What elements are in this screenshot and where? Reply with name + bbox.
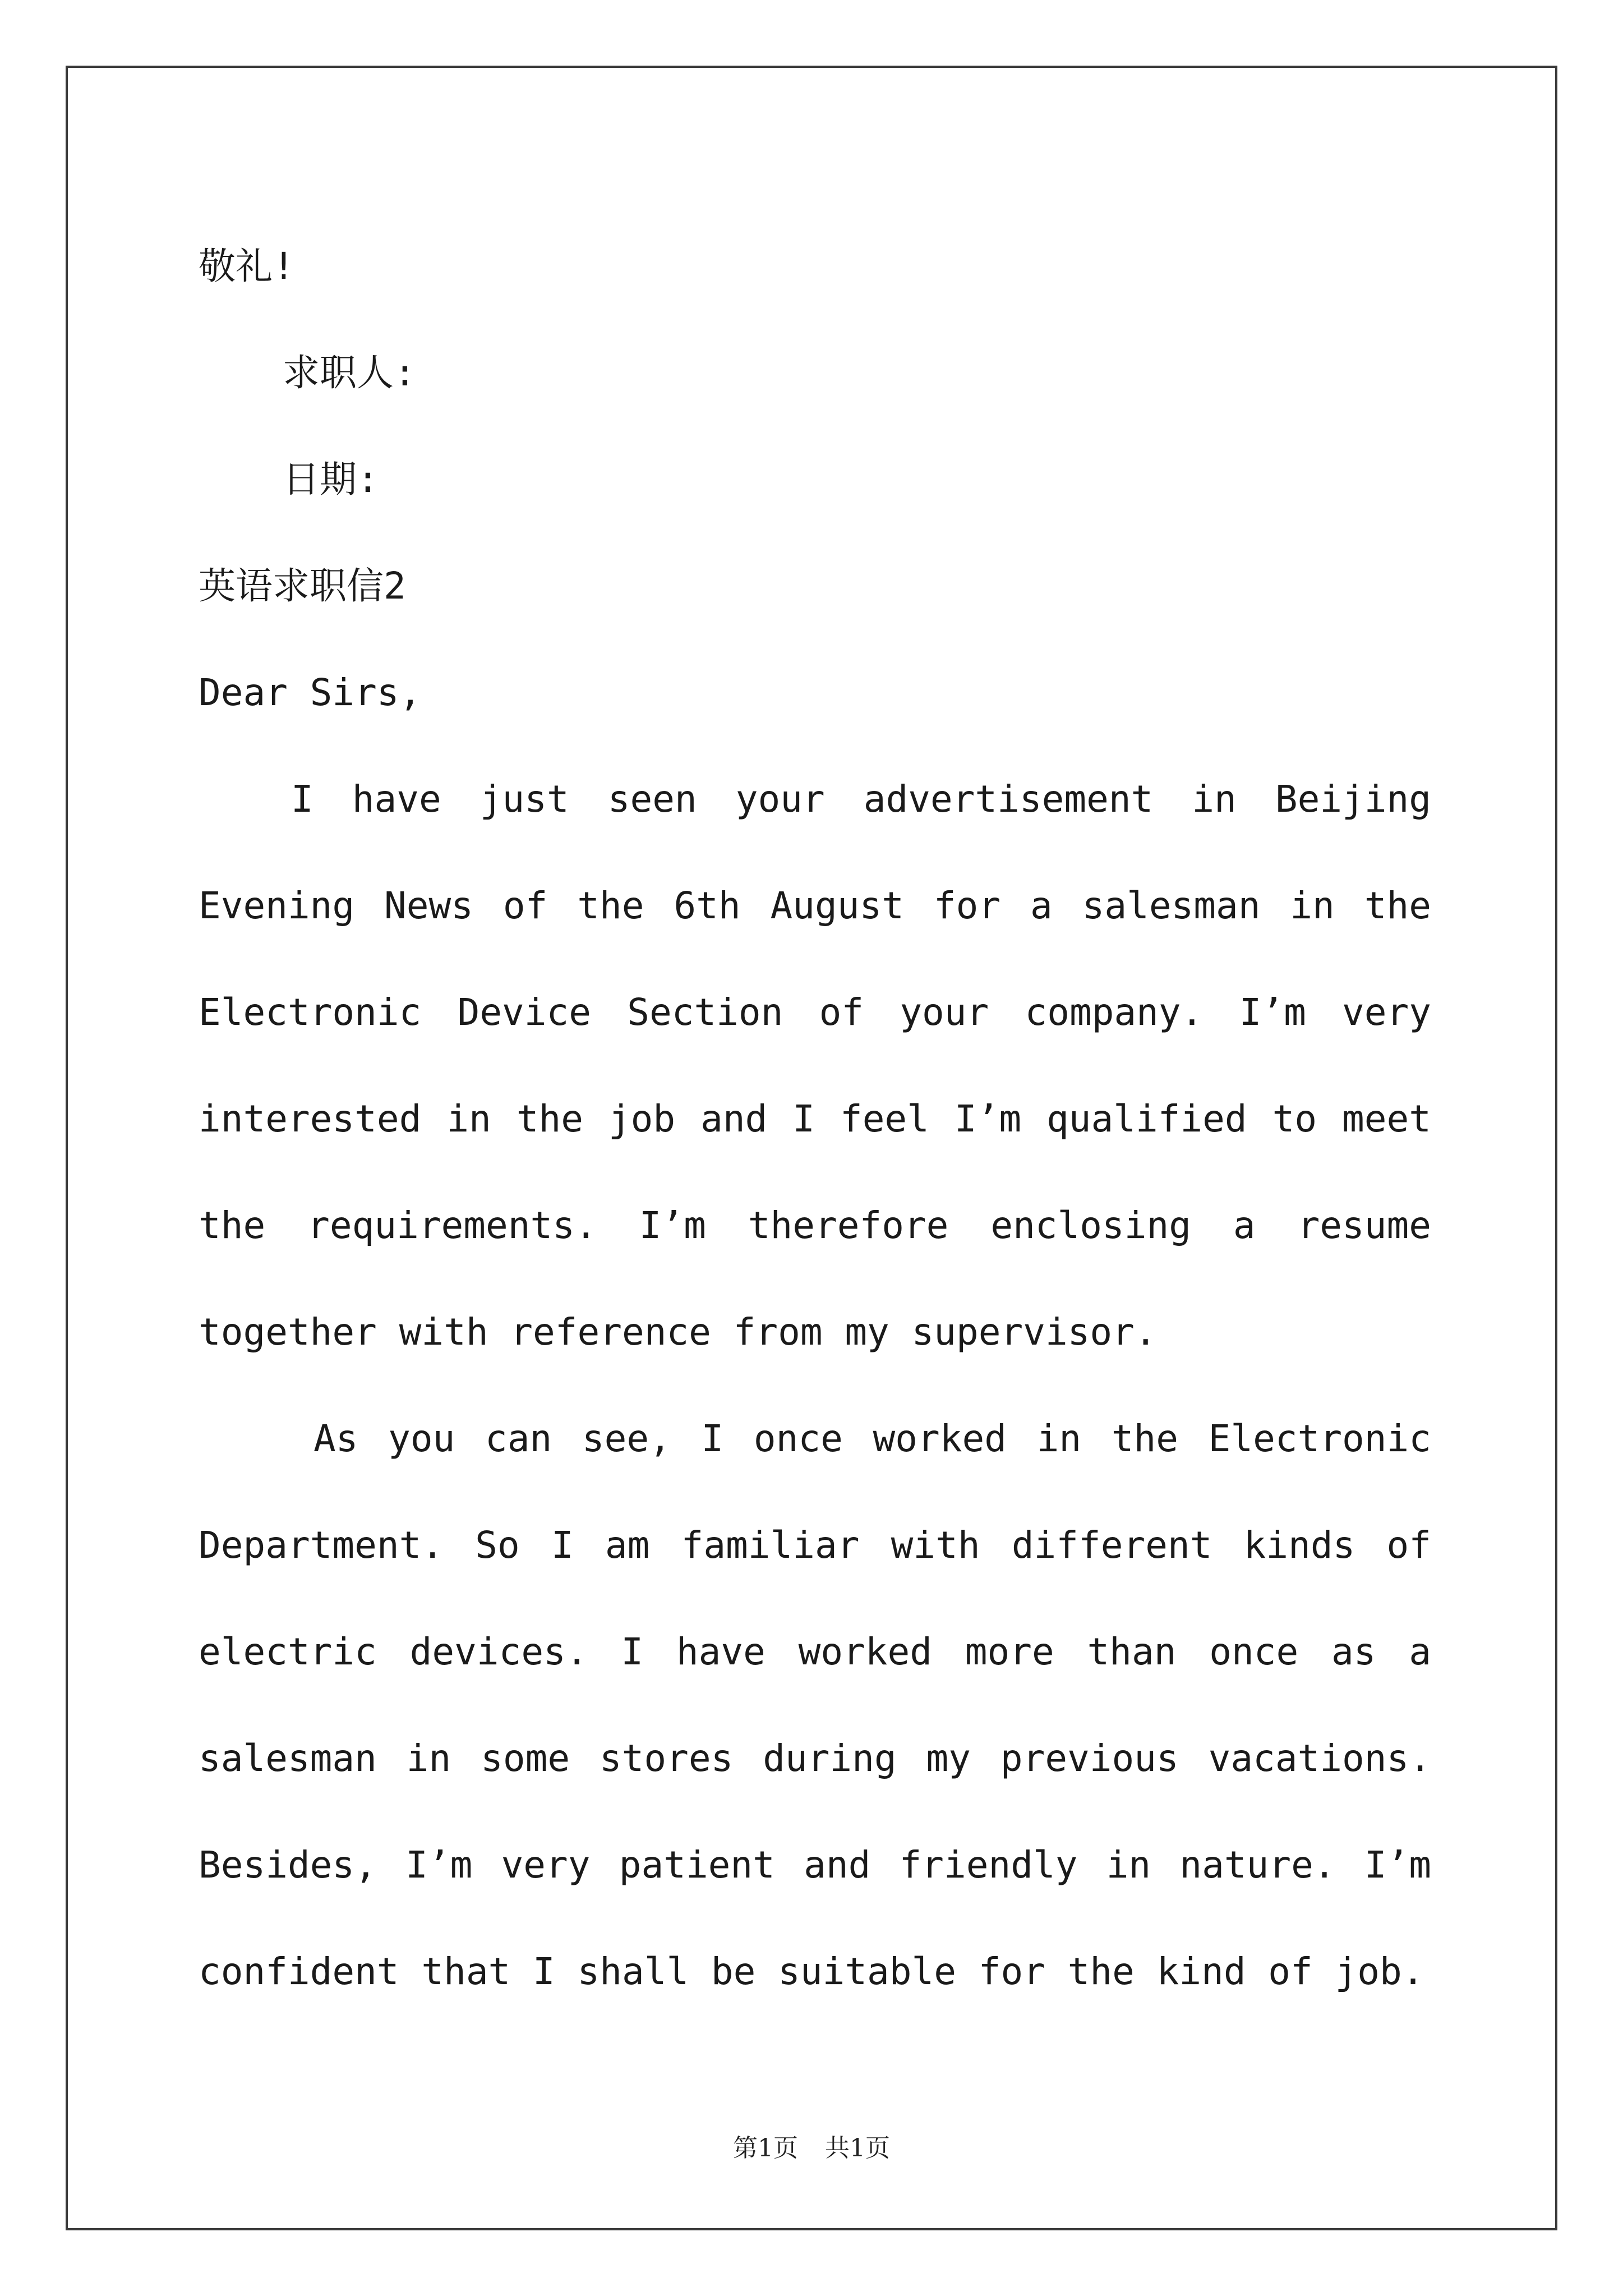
date-label: 日期: — [283, 458, 379, 501]
page-number-current: 第1页 — [733, 2134, 798, 2162]
salutation: Dear Sirs, — [199, 671, 422, 714]
section-title: 英语求职信2 — [199, 564, 406, 608]
page-footer — [0, 2132, 1623, 2165]
applicant-label: 求职人: — [283, 351, 416, 394]
closing-text: 敬礼! — [199, 245, 295, 288]
paragraph-1: I have just seen your advertisement in Beijing Evening News of the 6th August for a salesman in the Electronic Device Section of your company. I’m very interested in the job and I feel I’m qualified to meet the requirements. I’m therefore enclosing a resume together with reference from my supervisor. — [199, 777, 1431, 1354]
document-body — [199, 213, 1431, 2025]
paragraph-2: As you can see, I once worked in the Electronic Department. So I am familiar with different kinds of electric devices. I have worked more than once as a salesman in some stores during my previous vacations. Besides, I’m very patient and friendly in nature. I’m confident that I shall be suitable for the kind of job. — [199, 1417, 1431, 1993]
page-number-total: 共1页 — [825, 2134, 890, 2162]
